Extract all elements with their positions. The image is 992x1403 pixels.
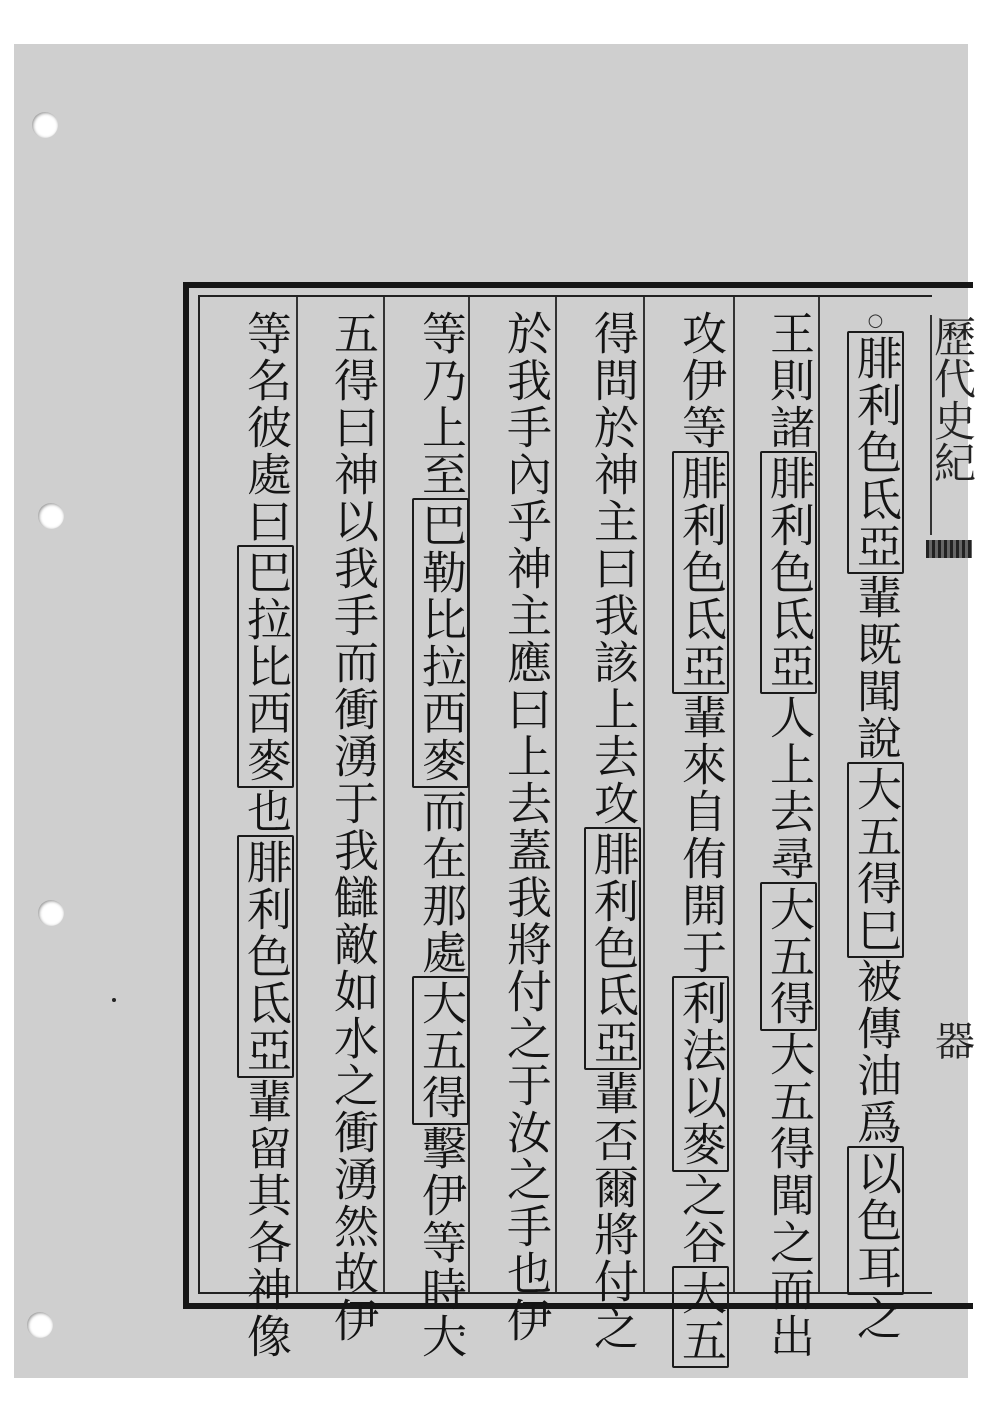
proper-name-box: 大五得巳: [847, 762, 904, 958]
speck: [112, 998, 116, 1002]
proper-name-box: 腓利色氐亞: [760, 451, 817, 694]
page-title: 歷代史紀: [930, 315, 972, 535]
binder-hole: [32, 112, 58, 138]
page-border-inner: [198, 295, 932, 1294]
proper-name-box: 腓利色氐亞: [584, 827, 641, 1070]
proper-name-box: 腓利色氐亞: [237, 835, 294, 1078]
proper-name-box: 大五: [672, 1266, 729, 1368]
text-column: [758, 310, 818, 1360]
text-segment: 得問於神主曰我該上去攻: [586, 310, 639, 827]
proper-name-box: 腓利色氐亞: [847, 331, 904, 574]
text-segment: 等名彼處曰: [239, 310, 292, 545]
text-segment: 被傳油爲: [849, 958, 902, 1146]
text-segment: 也: [239, 788, 292, 835]
text-segment: 擊伊等時大: [414, 1125, 467, 1360]
proper-name-box: 以色耳: [847, 1146, 904, 1295]
verse-marker: ○: [865, 310, 886, 331]
fishtail-mark: [926, 540, 972, 558]
text-segment: 王則諸: [762, 310, 815, 451]
proper-name-box: 利法以麥: [672, 976, 729, 1172]
column-rule: [733, 297, 735, 1292]
text-segment: 之: [849, 1295, 902, 1342]
text-column: [670, 310, 730, 1368]
text-segment: 而在那處: [414, 788, 467, 976]
text-segment: 輩來自侑開于: [674, 694, 727, 976]
column-rule: [643, 297, 645, 1292]
binder-hole: [27, 1312, 53, 1338]
column-rule: [818, 297, 820, 1292]
text-column: [582, 310, 642, 1352]
binder-hole: [38, 503, 64, 529]
text-segment: 之谷: [674, 1172, 727, 1266]
text-column: [845, 310, 905, 1342]
proper-name-box: 腓利色氐亞: [672, 451, 729, 694]
text-segment: 輩既聞說: [849, 574, 902, 762]
text-segment: 攻伊等: [674, 310, 727, 451]
margin-fragment: 器: [935, 1019, 975, 1065]
text-segment: 輩否爾將付之: [586, 1070, 639, 1352]
text-segment: 等乃上至: [414, 310, 467, 498]
text-segment: 於我手內乎神主應曰上去蓋我將付之于汝之手也伊: [499, 310, 552, 1344]
proper-name-box: 大五得: [760, 882, 817, 1031]
text-column: [235, 310, 295, 1360]
text-segment: 輩留其各神像: [239, 1078, 292, 1360]
text-segment: 大五得聞之而出: [762, 1031, 815, 1360]
column-rule: [555, 297, 557, 1292]
binder-hole: [38, 900, 64, 926]
proper-name-box: 大五得: [412, 976, 469, 1125]
proper-name-box: 巴拉比西麥: [237, 545, 294, 788]
text-segment: 五得曰神以我手而衝湧于我讎敵如水之衝湧然故伊: [326, 310, 379, 1344]
column-rule: [383, 297, 385, 1292]
column-rule: [296, 297, 298, 1292]
text-column: [322, 310, 382, 1344]
text-segment: 人上去尋: [762, 694, 815, 882]
text-column: [410, 310, 470, 1360]
proper-name-box: 巴勒比拉西麥: [412, 498, 469, 788]
text-column: [495, 310, 555, 1344]
